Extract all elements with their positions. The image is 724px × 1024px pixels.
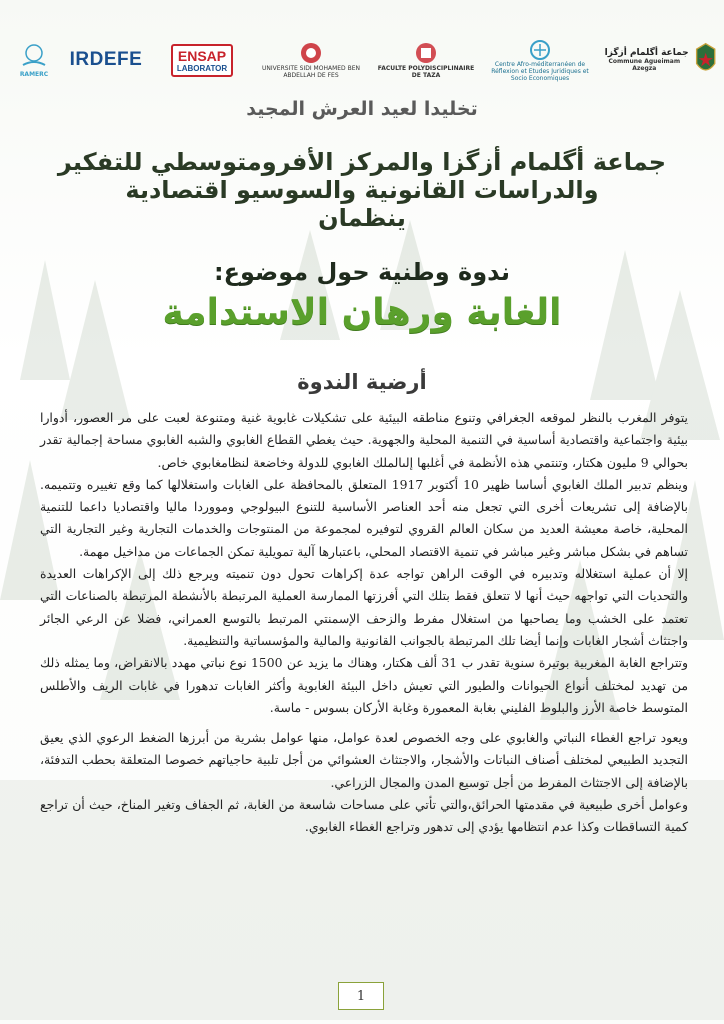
logo-centre-afro-text: Centre Afro-méditerranéen de Réflexion et Etudes Juridiques et Socio Economiques <box>491 60 589 82</box>
paragraph: وتتراجع الغابة المغربية بوتيرة سنوية تقدر ب 31 ألف هكتار، وهناك ما يزيد عن 1500 نوع نباتي مهدد بالانقراض، وما يمثله ذلك من تهديد لمختلف أنواع الحيوانات والطيور التي تعيش داخل البيئة الغابوية وأكثر الغابات تدهورا في غابات الريف والأطلس المتوسط خاصة الأرز والبلوط الفليني بغابة المعمورة وغابة الأركان بسوس - ماسة. <box>40 655 688 715</box>
paragraph: وينظم تدبير الملك الغابوي أساسا ظهير 10 أكتوبر 1917 المتعلق بالمحافظة على الغابات واستغلالها كما وقع تغييره وتتميمه. بالإضافة إلى تشريعات أخرى التي تجعل منه أحد العناصر الأساسية للتنوع البيولوجي ومووردا ماليا واقتصاديا داعما للتنمية المحلية، خاصة معيشة العديد من سكان العالم القروي لتوفيره لمجموعة من المنتوجات والخدمات التجارية وغير التجارية التي تساهم في بشكل مباشر وغير مباشر في تنمية الاقتصاد المحلي، باعتبارها آلية تمويلية تمكن الجماعات من مداخيل مهمة. <box>40 476 688 559</box>
topic-line: ندوة وطنية حول موضوع: <box>213 258 510 286</box>
organizers-line-2: والدراسات القانونية والسوسيو اقتصادية <box>125 176 599 204</box>
paragraph: وعوامل أخرى طبيعية في مقدمتها الحرائق،والتي تأتي على مساحات شاسعة من الغابة، ثم الجفاف وتغير المناخ، حيث أن تراجع كمية التساقطات وكذا عدم انتظامها يؤدي إلى تدهور وتراجع الغطاء الغابوي. <box>40 797 688 835</box>
logo-irdefe-text: IRDEFE <box>69 49 143 70</box>
logo-ensap-text: ENSAP <box>177 47 227 64</box>
logo-centre-afro <box>488 30 592 90</box>
logo-rameric-text: RAMERC <box>19 70 49 78</box>
moroccan-coat-of-arms-icon <box>693 40 718 80</box>
book-icon <box>19 43 49 71</box>
logo-ensap <box>156 30 248 90</box>
occasion-subtitle: تخليدا لعيد العرش المجيد <box>246 98 478 120</box>
paragraph: يتوفر المغرب بالنظر لموقعه الجغرافي وتنوع مناطقه البيئية على تشكيلات غابوية غنية ومتنوعة لعبت على مر العصور، أدوارا بيئية واجتماعية واقتصادية أساسية في التنمية المحلية والجهوية. حيث يغطي القطاع الغابوي والشبه الغابوي مساحة إجمالية تقدر بحوالي 9 مليون هكتار، وتنتمي هذه الأنظمة في أغلبها إلىالملك الغابوي للدولة وخاضعة لنظامغابوي خاص. <box>40 410 688 470</box>
logo-rameric <box>12 30 56 90</box>
logo-commune-arabic: جماعة أگلمام أزگزا <box>604 48 689 58</box>
logo-commune <box>600 30 718 90</box>
organizers-line-1: جماعة أگلمام أزگزا والمركز الأفرومتوسطي للتفكير <box>57 148 667 176</box>
logo-university-fes <box>256 30 366 90</box>
centre-emblem-icon <box>529 39 551 61</box>
logo-faculte-taza <box>374 30 478 90</box>
logo-ensap-subtext: LABORATOR <box>176 63 228 73</box>
page-number: 1 <box>338 982 384 1010</box>
logo-faculte-taza-text: FACULTE POLYDISCIPLINAIRE DE TAZA <box>377 65 475 79</box>
logo-irdefe <box>66 30 146 90</box>
main-title: الغابة ورهان الاستدامة <box>162 292 562 333</box>
organizers-line-3: ينظمان <box>318 204 406 232</box>
paragraph: إلا أن عملية استغلاله وتدبيره في الوقت الراهن تواجه عدة إكراهات تحول دون تنميته ويرجع ذلك إلى الإكراهات العديدة والتحديات التي تواجهه حيث أنها لا تتعلق فقط بتلك التي أفرزتها الممارسة العملية المرتبطة بالأنشطة المرتبطة بالصناعات التي تعتمد على الخشب وما يصاحبها من استغلال مفرط والزحف الإسمنتي المرتبط بالتوسع العمراني، فضلا عن الرعي الجائر واجتثاث أشجار الغابات وإنما أيضا تلك المرتبطة بالجوانب القانونية والمالية والمؤسساتية والتنظيمية. <box>40 566 688 648</box>
logo-commune-text: Commune Agueimam Azegza <box>608 58 681 72</box>
organizers-heading <box>40 148 684 232</box>
partner-logos-strip <box>0 30 724 92</box>
paragraph: ويعود تراجع الغطاء النباتي والغابوي على وجه الخصوص لعدة عوامل، منها عوامل بشرية من أبرزها الضغط الرعوي الذي يعيق التجديد الطبيعي لمختلف أصناف النباتات والأشجار، والاجتثاث العشوائي من أجل تلبية حاجياتهم خصوصا المتعلقة بحطب التدفئة، بالإضافة إلى الاجتثاث المفرط من أجل توسيع المدن والمجال الزراعي. <box>40 730 688 790</box>
faculty-crest-icon <box>413 41 439 65</box>
university-crest-icon <box>298 41 324 65</box>
logo-university-fes-text: UNIVERSITE SIDI MOHAMED BEN ABDELLAH DE FES <box>262 65 360 79</box>
body-text <box>40 407 688 839</box>
section-title: أرضية الندوة <box>297 370 427 394</box>
